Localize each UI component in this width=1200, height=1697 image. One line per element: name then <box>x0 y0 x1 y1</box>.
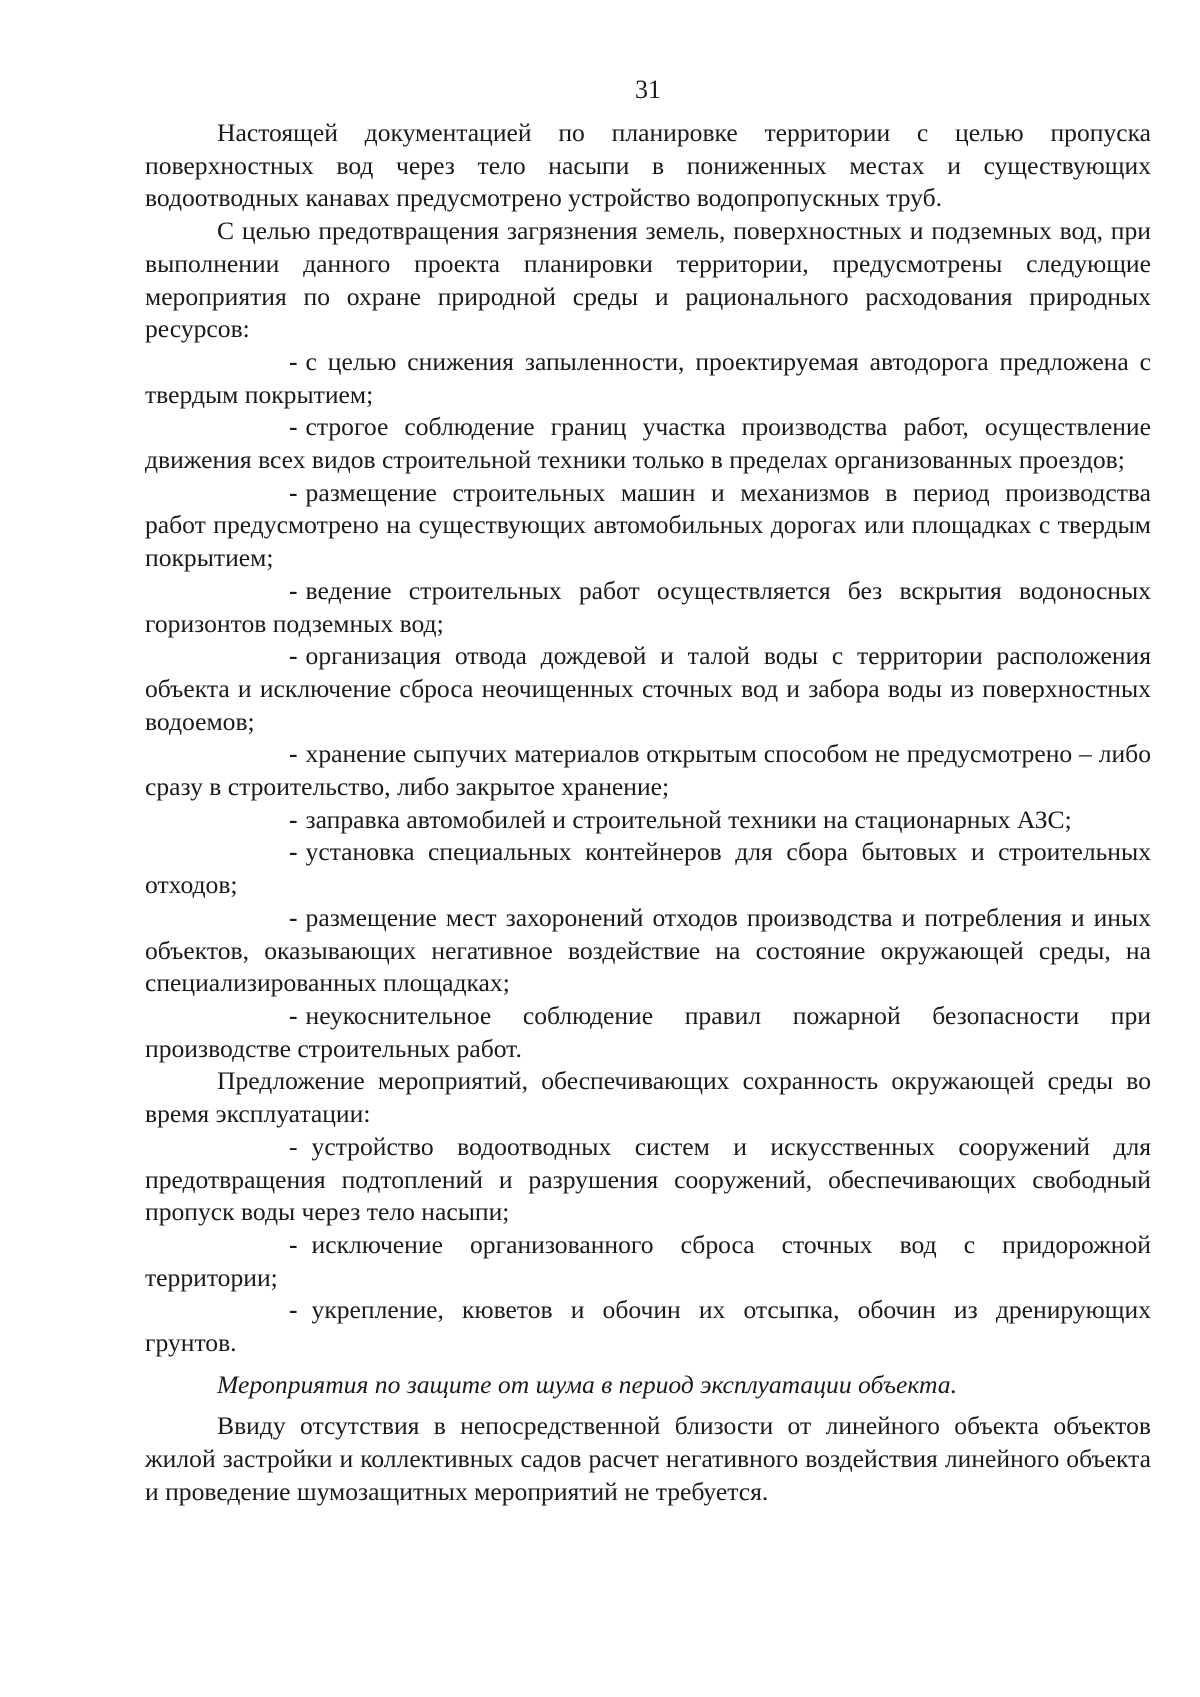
list-item <box>145 477 1151 575</box>
list-item-text: организация отвода дождевой и талой воды с территории расположения объекта и исключение сброса неочищенных сточных вод и забора воды из поверхностных водоемов; <box>145 641 1151 736</box>
list-item-text: размещение мест захоронений отходов производства и потребления и иных объектов, оказывающих негативное воздействие на состояние окружающей среды, на специализированных площадках; <box>145 902 1151 998</box>
bullet-dash: - <box>289 837 298 867</box>
list-item <box>145 804 1151 837</box>
bullet-dash: - <box>289 346 298 376</box>
intro-paragraph: С целью предотвращения загрязнения земель, поверхностных и подземных вод, при выполнении данного проекта планировки территории, предусмотрены следующие мероприятия по охране природной среды и рационального расходования природных ресурсов: <box>145 216 1151 344</box>
section-heading: Мероприятия по защите от шума в период эксплуатации объекта. <box>217 1369 957 1399</box>
list-item <box>145 902 1151 1000</box>
bullet-dash: - <box>289 412 298 442</box>
intro-paragraph: Настоящей документацией по планировке территории с целью пропуска поверхностных вод через тело насыпи в пониженных местах и существующих водоотводных канавах предусмотрено устройство водопропускных труб. <box>145 118 1151 213</box>
document-body <box>145 117 1151 1509</box>
page-number: 31 <box>635 75 661 104</box>
bullet-dash: - <box>289 804 298 834</box>
bullet-dash: - <box>289 641 298 671</box>
bullet-dash: - <box>289 1000 298 1030</box>
list-item <box>145 1131 1151 1229</box>
bullet-dash: - <box>289 1131 298 1161</box>
list-item-text: установка специальных контейнеров для сбора бытовых и строительных отходов; <box>145 837 1151 900</box>
list-item-text: устройство водоотводных систем и искусственных сооружений для предотвращения подтоплений и разрушения сооружений, обеспечивающих свободный пропуск воды через тело насыпи; <box>145 1131 1151 1227</box>
list-item <box>145 346 1151 411</box>
list-item <box>145 411 1151 476</box>
list-item-text: заправка автомобилей и строительной техники на стационарных АЗС; <box>305 804 1072 834</box>
list-item-text: укрепление, кюветов и обочин их отсыпка, обочин из дренирующих грунтов. <box>145 1295 1151 1358</box>
bullet-dash: - <box>289 1295 298 1325</box>
noise-paragraph: Ввиду отсутствия в непосредственной близости от линейного объекта объектов жилой застройки и коллективных садов расчет негативного воздействия линейного объекта и проведение шумозащитных мероприятий не требуется. <box>145 1411 1151 1506</box>
list-item <box>145 1294 1151 1359</box>
list-item-text: размещение строительных машин и механизмов в период производства работ предусмотрено на существующих автомобильных дорогах или площадках с твердым покрытием; <box>145 477 1151 573</box>
bullet-dash: - <box>289 575 298 605</box>
bullet-dash: - <box>289 477 298 507</box>
list-item <box>145 1000 1151 1065</box>
list-item <box>145 1229 1151 1294</box>
list-item-text: неукоснительное соблюдение правил пожарной безопасности при производстве строительных работ. <box>145 1000 1151 1063</box>
operation-intro-paragraph: Предложение мероприятий, обеспечивающих сохранность окружающей среды во время эксплуатации: <box>145 1066 1151 1129</box>
bullet-dash: - <box>289 902 298 932</box>
list-item-text: строгое соблюдение границ участка производства работ, осуществление движения всех видов строительной техники только в пределах организованных проездов; <box>145 412 1151 475</box>
list-item-text: исключение организованного сброса сточных вод с придорожной территории; <box>145 1229 1151 1292</box>
list-item-text: с целью снижения запыленности, проектируемая автодорога предложена с твердым покрытием; <box>145 346 1151 409</box>
list-item <box>145 575 1151 640</box>
bullet-dash: - <box>289 739 298 769</box>
list-item <box>145 640 1151 738</box>
list-item-text: ведение строительных работ осуществляется без вскрытия водоносных горизонтов подземных вод; <box>145 575 1151 638</box>
bullet-dash: - <box>289 1229 298 1259</box>
list-item-text: хранение сыпучих материалов открытым способом не предусмотрено – либо сразу в строительство, либо закрытое хранение; <box>145 739 1151 802</box>
list-item <box>145 836 1151 901</box>
list-item <box>145 738 1151 803</box>
